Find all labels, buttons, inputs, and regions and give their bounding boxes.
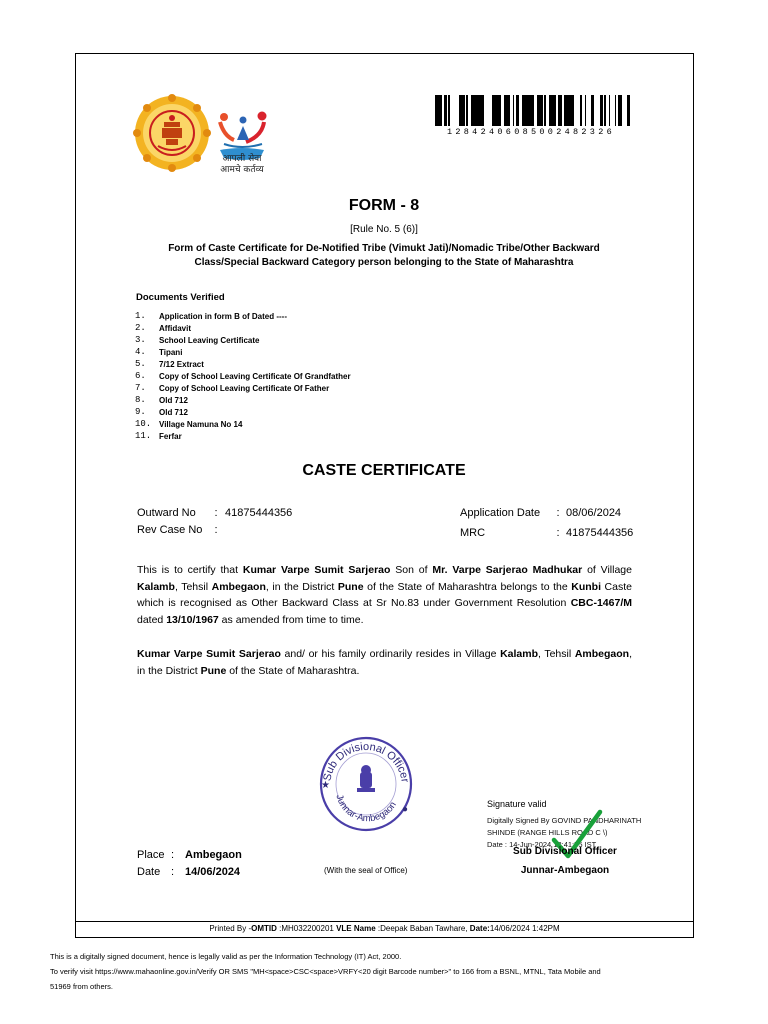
application-date-value: 08/06/2024	[566, 507, 622, 519]
date-value: 14/06/2024	[185, 866, 241, 878]
verify-note: To verify visit https://www.mahaonline.gov.in/Verify OR SMS "MH<space>CSC<space>VRFY<20 digit Barcode number>" to 166 from a BSNL, MTNL, Tata Mobile and	[50, 967, 601, 976]
caste-certificate-title: CASTE CERTIFICATE	[302, 462, 466, 479]
seal-note: (With the seal of Office)	[324, 866, 408, 875]
mrc-row: MRC : 41875444356	[460, 527, 634, 539]
ashoka-emblem-icon	[357, 765, 375, 792]
legal-note: This is a digitally signed document, hence is legally valid as per the Information Technology (IT) Act, 2000.	[50, 952, 402, 961]
rule-number: [Rule No. 5 (6)]	[350, 224, 418, 235]
application-date-row: Application Date : 08/06/2024	[460, 507, 622, 519]
stamp-bottom-text: Junnar-Ambegaon	[333, 793, 399, 825]
office-seal-stamp	[316, 730, 416, 835]
date-row: Date : 14/06/2024	[137, 866, 241, 878]
footer-divider	[76, 921, 693, 922]
barcode-icon	[432, 95, 630, 126]
svg-text:Junnar-Ambegaon	[333, 793, 398, 824]
outward-no-value: 41875444356	[225, 507, 293, 519]
rev-case-row: Rev Case No :	[137, 524, 218, 536]
seva-tagline: आपली सेवा आमचे कर्तव्य	[220, 154, 264, 175]
signature-valid-label: Signature valid	[487, 799, 547, 809]
documents-verified-title: Documents Verified	[136, 292, 225, 303]
place-row: Place : Ambegaon	[137, 849, 242, 861]
document-item: 3. School Leaving Certificate	[135, 335, 260, 345]
document-item: 5. 7/12 Extract	[135, 359, 204, 369]
form-title: FORM - 8	[348, 197, 420, 214]
document-item: 7. Copy of School Leaving Certificate Of Father	[135, 383, 330, 393]
verify-note-continued: 51969 from others.	[50, 982, 113, 991]
place-value: Ambegaon	[185, 849, 242, 861]
document-item: 4. Tipani	[135, 347, 183, 357]
barcode-number: 12842406085002482326	[446, 127, 616, 137]
document-item: 9. Old 712	[135, 407, 188, 417]
document-item: 2. Affidavit	[135, 323, 191, 333]
stamp-star-icon: ★	[321, 780, 330, 791]
document-item: 1. Application in form B of Dated ----	[135, 311, 287, 321]
digital-signature-details: Digitally Signed By GOVIND PANDHARINATH SHINDE (RANGE HILLS ROAD C \) Date : 14-Jun-2024 13:41:55 IST	[487, 816, 642, 849]
stamp-top-text: Sub Divisional Officer	[321, 740, 411, 784]
residence-paragraph: Kumar Varpe Sumit Sarjerao and/ or his family ordinarily resides in Village Kalamb, Tehsil Ambegaon, in the District Pune of the State of Maharashtra.	[137, 648, 632, 677]
mrc-value: 41875444356	[566, 527, 634, 539]
form-description: Form of Caste Certificate for De-Notified Tribe (Vimukt Jati)/Nomadic Tribe/Other Backward Class/Special Backward Category person belonging to the State of Maharashtra	[168, 243, 600, 268]
officer-place: Junnar-Ambegaon	[520, 865, 610, 876]
officer-title: Sub Divisional Officer	[513, 846, 617, 857]
document-item: 10. Village Namuna No 14	[135, 419, 243, 429]
outward-no-row: Outward No : 41875444356	[137, 507, 293, 519]
maharashtra-emblem-icon	[132, 94, 212, 172]
svg-text:●: ●	[402, 804, 409, 815]
certification-paragraph: This is to certify that Kumar Varpe Sumit Sarjerao Son of Mr. Varpe Sarjerao Madhukar of Village Kalamb, Tehsil Ambegaon, in the District Pune of the State of Maharashtra belongs to the Kunbi Caste which is recognised as Other Backward Class at Sr No.83 under Government Resolution CBC-1467/M dated 13/10/1967 as amended from time to time.	[137, 564, 632, 626]
printed-by-line: Printed By -OMTID :MH032200201 VLE Name :Deepak Baban Tawhare, Date:14/06/2024 1:42PM	[209, 924, 560, 933]
document-item: 8. Old 712	[135, 395, 188, 405]
document-item: 6. Copy of School Leaving Certificate Of Grandfather	[135, 371, 351, 381]
documents-list	[135, 310, 351, 442]
document-item: 11. Ferfar	[135, 431, 182, 441]
